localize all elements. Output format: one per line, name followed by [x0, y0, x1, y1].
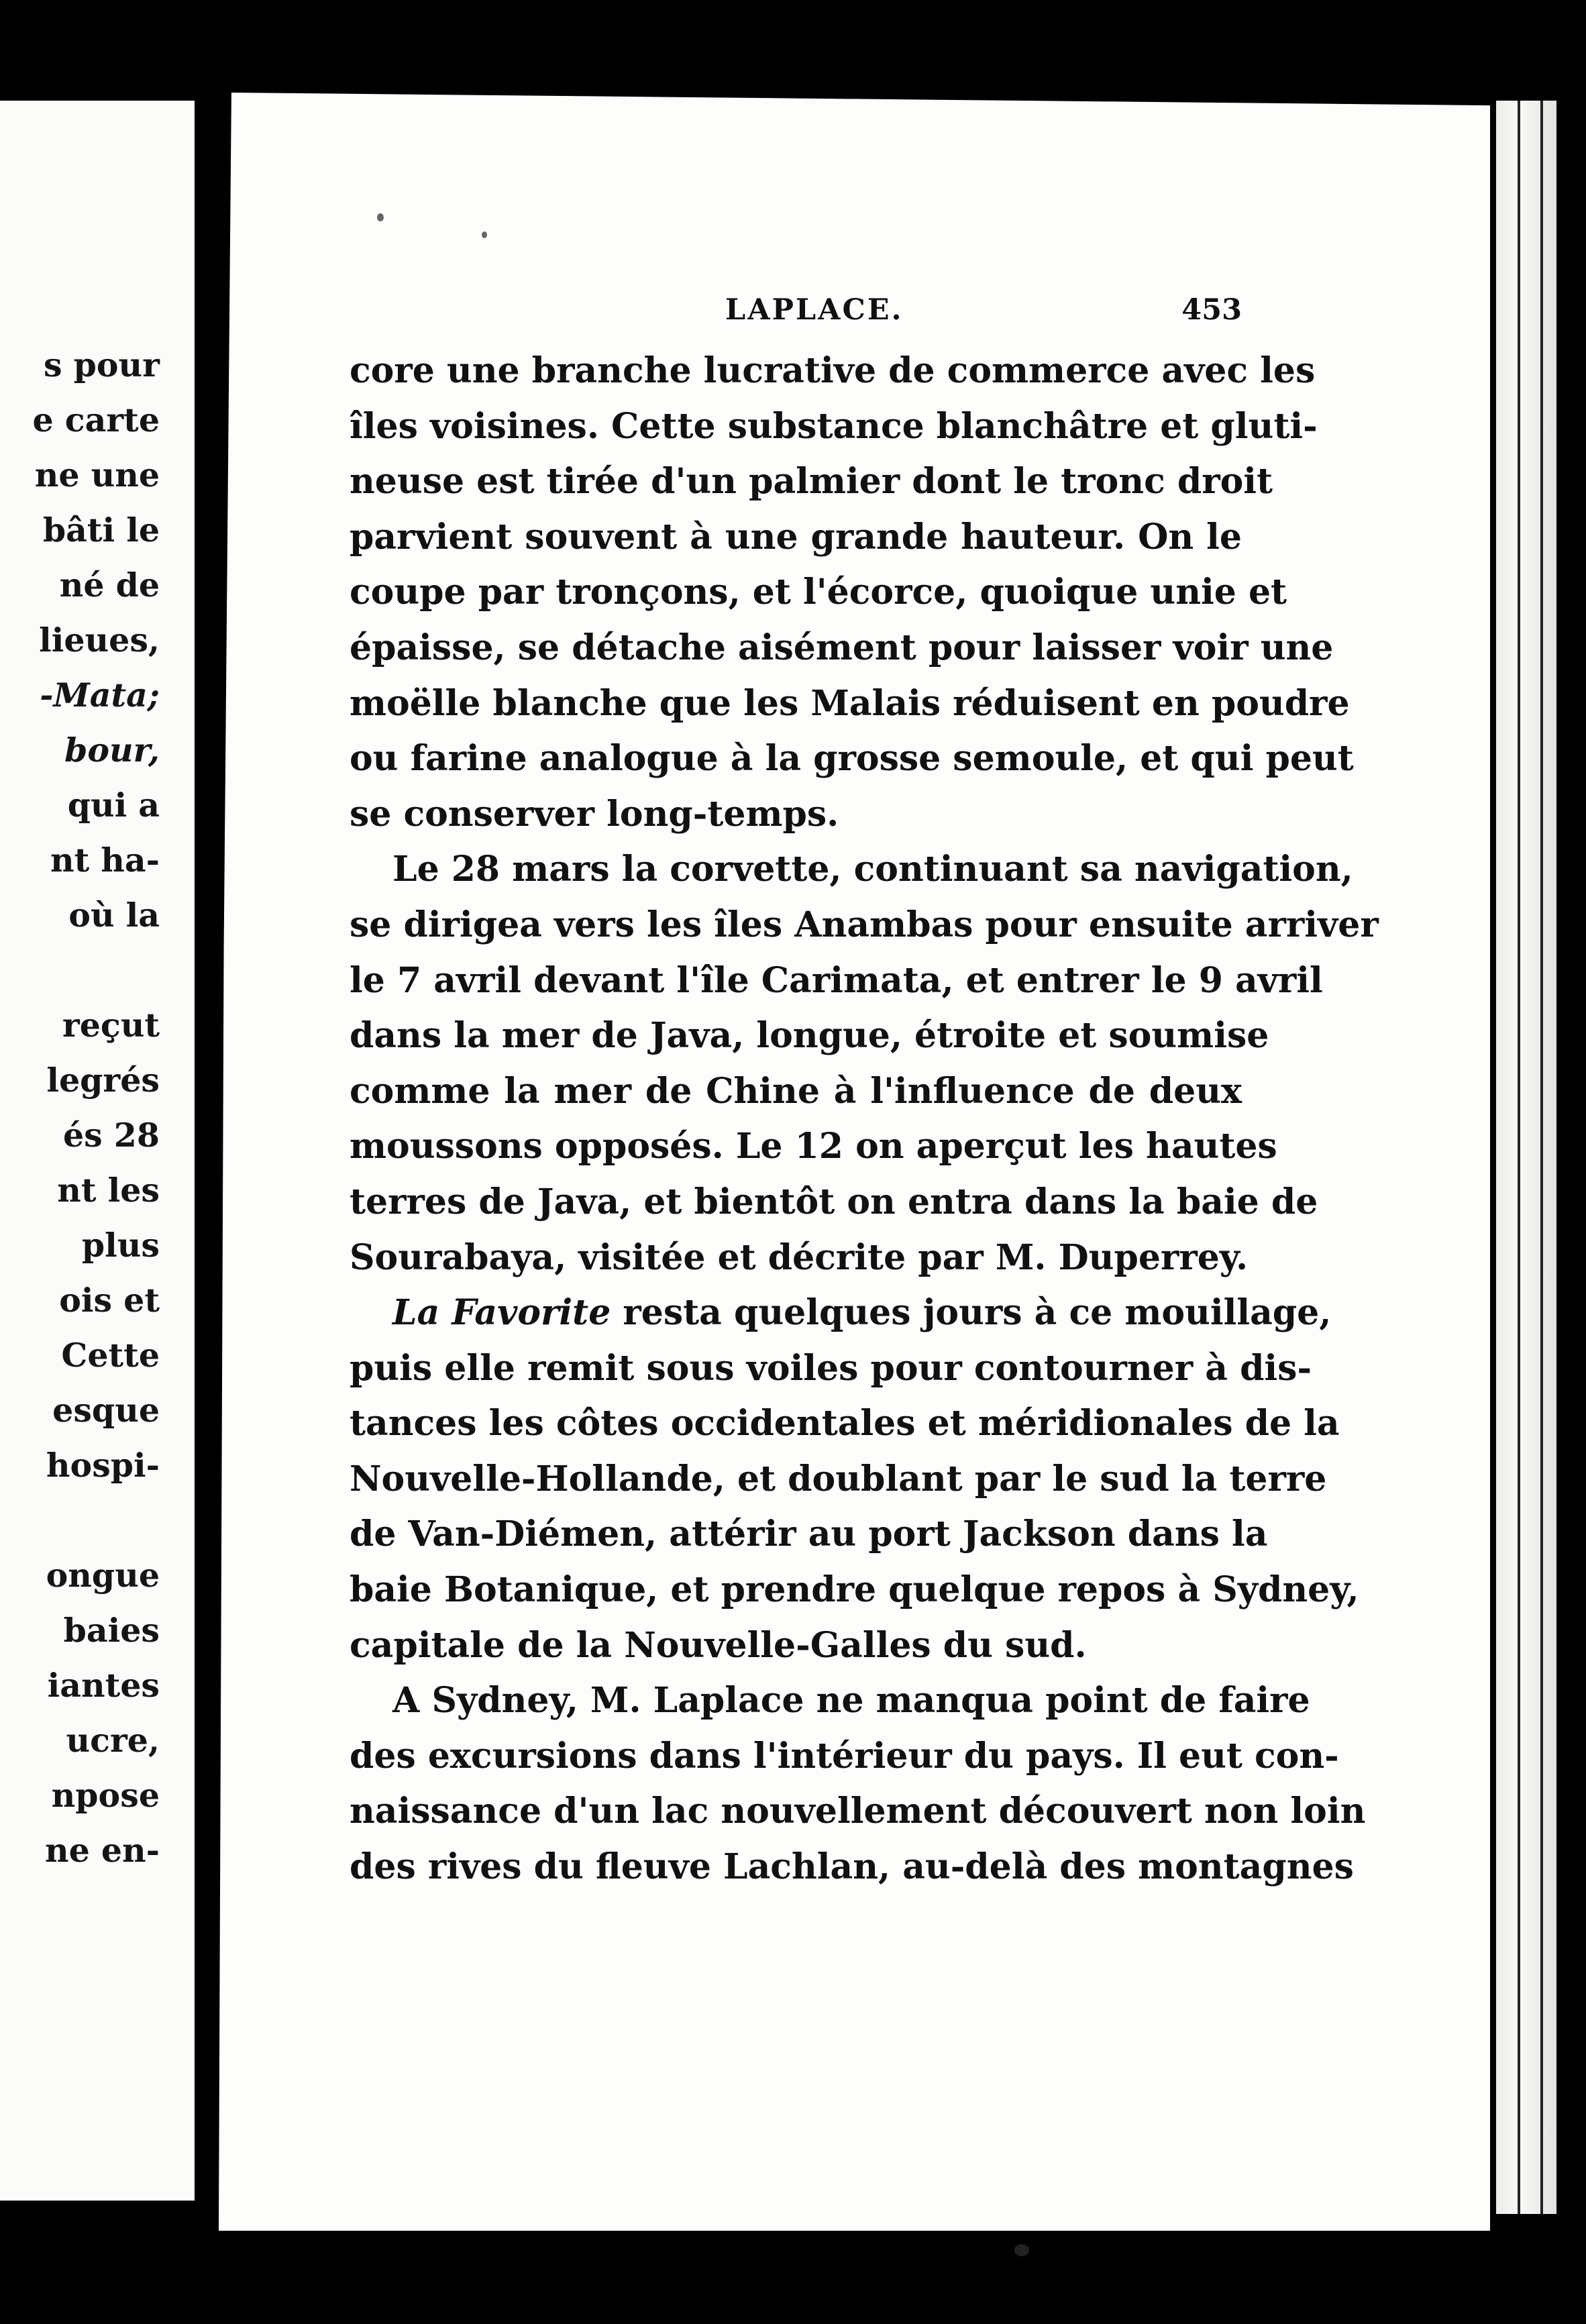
text-line: puis elle remit sous voiles pour contourner à dis- [350, 1347, 1312, 1389]
page-block-edge [1496, 101, 1556, 2214]
text-line: naissance d'un lac nouvellement découvert non loin [350, 1791, 1366, 1832]
left-page-line: plus [81, 1226, 160, 1265]
text-line: se conserver long-temps. [350, 793, 839, 835]
left-page-line: ne en- [45, 1831, 160, 1870]
text-line: moëlle blanche que les Malais réduisent en poudre [350, 682, 1350, 724]
ship-name: La Favorite [392, 1292, 611, 1334]
text-line: le 7 avril devant l'île Carimata, et entrer le 9 avril [350, 959, 1323, 1001]
page-header [350, 290, 1242, 331]
text-line: comme la mer de Chine à l'influence de deux [350, 1070, 1242, 1112]
left-page-line: ne une [34, 456, 160, 494]
text-line: neuse est tirée d'un palmier dont le tronc droit [350, 461, 1273, 503]
text-line: dans la mer de Java, longue, étroite et soumise [350, 1015, 1269, 1057]
text-line [350, 1285, 1332, 1341]
left-page-fragment [0, 101, 195, 2201]
text-line: îles voisines. Cette substance blanchâtre et gluti- [350, 405, 1318, 447]
left-page-line: iantes [47, 1666, 160, 1705]
text-line: core une branche lucrative de commerce avec les [350, 350, 1316, 391]
left-page-line: npose [51, 1776, 160, 1815]
text-line: se dirigea vers les îles Anambas pour ensuite arriver [350, 904, 1379, 945]
left-page-line: e carte [32, 401, 160, 439]
text-line: de Van-Diémen, attérir au port Jackson dans la [350, 1514, 1268, 1555]
scan-speck [1014, 2244, 1029, 2256]
left-page-line: lieues, [39, 621, 160, 659]
left-page-line: ongue [46, 1556, 160, 1595]
text-line: baie Botanique, et prendre quelque repos à Sydney, [350, 1569, 1359, 1611]
left-page-line: esque [52, 1391, 160, 1430]
text-line: capitale de la Nouvelle-Galles du sud. [350, 1624, 1087, 1666]
text-line: Le 28 mars la corvette, continuant sa navigation, [392, 849, 1353, 890]
body-text [350, 344, 1379, 1895]
left-page-line: -Mata; [40, 676, 160, 715]
text-line: des rives du fleuve Lachlan, au-delà des montagnes [350, 1846, 1354, 1888]
left-page-line: bour, [64, 731, 160, 770]
text-line: parvient souvent à une grande hauteur. On le [350, 516, 1242, 558]
left-page-line: né de [59, 566, 160, 604]
left-page-line: bâti le [42, 511, 160, 549]
text-span: resta quelques jours à ce mouillage, [611, 1292, 1332, 1334]
left-page-line: qui a [67, 786, 160, 825]
text-line: ou farine analogue à la grosse semoule, et qui peut [350, 738, 1354, 780]
left-page-line: legrés [46, 1061, 160, 1100]
text-line: terres de Java, et bientôt on entra dans la baie de [350, 1181, 1318, 1222]
left-page-line: baies [63, 1611, 160, 1650]
left-page-line: és 28 [62, 1116, 160, 1155]
text-line: épaisse, se détache aisément pour laisser voir une [350, 627, 1334, 668]
text-line: des excursions dans l'intérieur du pays. Il eut con- [350, 1735, 1339, 1777]
text-line: tances les côtes occidentales et méridionales de la [350, 1403, 1340, 1444]
text-line: Sourabaya, visitée et décrite par M. Duperrey. [350, 1236, 1249, 1278]
left-page-line: ois et [59, 1281, 160, 1320]
left-page-line: nt ha- [50, 841, 160, 880]
left-page-line: ucre, [66, 1721, 160, 1760]
text-line: A Sydney, M. Laplace ne manqua point de faire [392, 1680, 1310, 1722]
text-line: coupe par tronçons, et l'écorce, quoique unie et [350, 572, 1287, 613]
left-page-line: où la [68, 896, 160, 935]
left-page-line: hospi- [46, 1446, 160, 1485]
scan-speck [377, 213, 384, 221]
left-page-line: s pour [43, 346, 160, 384]
page-edge-line [1518, 101, 1520, 2214]
scan-speck [482, 231, 487, 238]
left-page-line: nt les [57, 1171, 160, 1210]
running-head: LAPLACE. [725, 293, 904, 327]
left-page-line: reçut [62, 1006, 160, 1045]
page-edge-line [1540, 101, 1543, 2214]
text-line: moussons opposés. Le 12 on aperçut les hautes [350, 1126, 1277, 1167]
page-number: 453 [1181, 293, 1242, 327]
text-line: Nouvelle-Hollande, et doublant par le sud la terre [350, 1458, 1327, 1499]
left-page-line: Cette [61, 1336, 160, 1375]
